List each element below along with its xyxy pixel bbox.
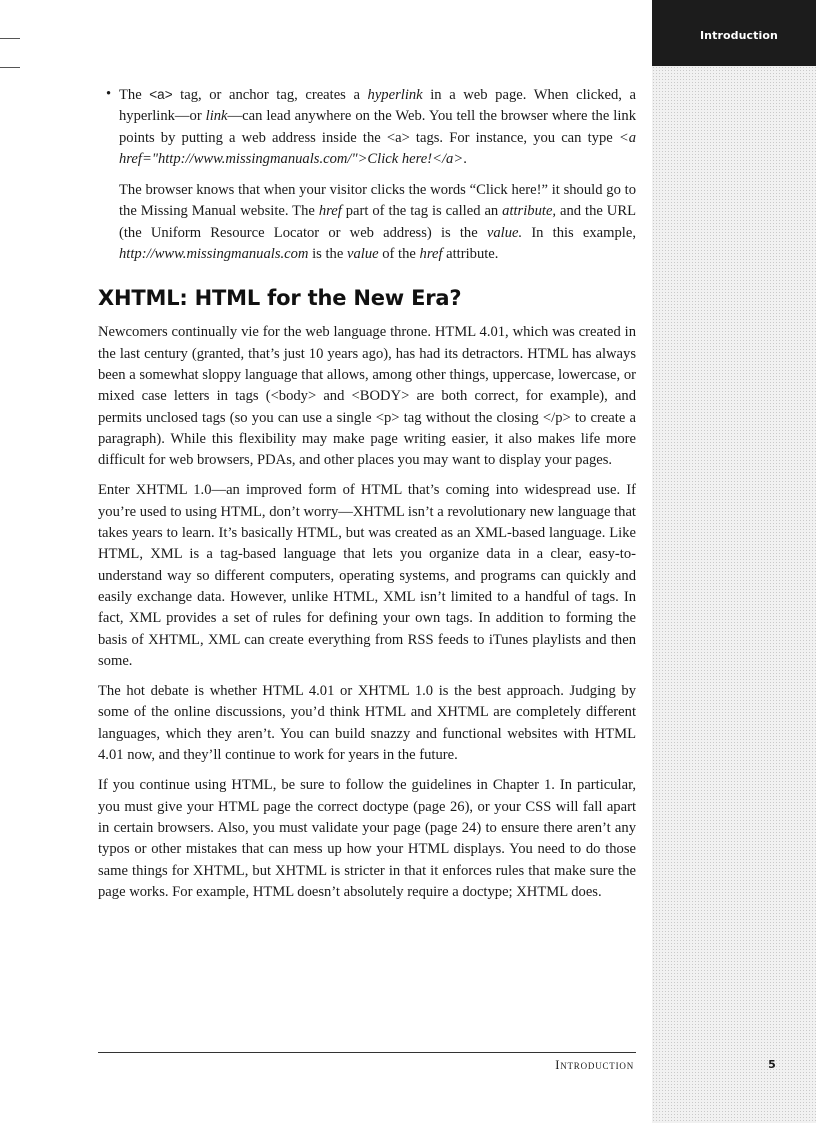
text-run: is the — [308, 246, 347, 263]
text-run: in a web page. When clicked, a hyperlink—or — [119, 87, 636, 125]
italic-run: <a href="http://www.missingmanuals.com/">Click here!</a> — [119, 129, 636, 167]
chapter-tab-label: Introduction — [699, 29, 778, 42]
chapter-tab — [652, 0, 816, 66]
text-run: In this example, — [522, 224, 636, 241]
page-body — [98, 84, 636, 912]
page-number: 5 — [768, 1058, 776, 1071]
margin-dotted-band — [652, 0, 816, 1123]
bullet-item — [98, 84, 636, 265]
text-run: part of the tag is called an — [341, 203, 503, 220]
code-run: <a> — [149, 87, 173, 102]
italic-run: href — [419, 246, 443, 263]
italic-run: href — [318, 203, 342, 220]
italic-run: attribute, — [502, 203, 557, 220]
italic-run: link — [205, 108, 228, 125]
crop-mark-top — [0, 38, 20, 39]
italic-run: hyperlink — [367, 87, 423, 103]
text-run: attribute. — [442, 246, 499, 263]
italic-run: value — [346, 246, 379, 263]
italic-run: value. — [486, 224, 523, 241]
text-run: tag, or anchor tag, creates a — [172, 87, 368, 103]
text-run: of the — [378, 246, 420, 263]
footer-running-title: Introduction — [555, 1058, 634, 1072]
body-paragraph-4: If you continue using HTML, be sure to follow the guidelines in Chapter 1. In particular, you must give your HTML page the correct doctype (page 26), or your CSS will fall apart in certain browsers. Also, you must validate your page (page 24) to ensure there aren’t any typos or other mistakes that can mess up how your HTML displays. You need to do those same things for XHTML, but XHTML is stricter in that it enforces rules that make sure the page works. For example, HTML doesn’t absolutely require a doctype; XHTML does. — [98, 777, 636, 900]
text-run: The — [119, 87, 150, 103]
section-heading: XHTML: HTML for the New Era? — [98, 286, 462, 311]
body-paragraph-1: Newcomers continually vie for the web language throne. HTML 4.01, which was created in the last century (granted, that’s just 10 years ago), has had its detractors. HTML has always been a somewhat sloppy language that allows, among other things, uppercase, lowercase, or mixed case letters in tags (<body> and <BODY> are both correct, for example), and permits unclosed tags (so you can use a single <p> tag without the closing </p> to create a paragraph). While this flexibility may make page writing easier, it also makes life more difficult for web browsers, PDAs, and other places you may want to display your pages. — [98, 324, 636, 469]
crop-mark-bottom — [0, 67, 20, 68]
italic-run: http://www.missingmanuals.com — [119, 246, 309, 263]
footer-rule — [98, 1052, 636, 1053]
text-run: and the URL (the Uniform Resource Locator or web address) is the — [119, 203, 636, 241]
text-run: The browser knows that when your visitor clicks the words “Click here!” it should go to the Missing Manual website. The — [119, 182, 636, 220]
bullet-paragraph-1 — [119, 84, 636, 170]
text-run: —can lead anywhere on the Web. You tell the browser where the link points by putting a web address inside the <a> tags. For instance, you can type — [119, 108, 636, 146]
bullet-paragraph-2 — [119, 180, 636, 265]
bullet-marker: • — [106, 86, 112, 102]
body-paragraph-2: Enter XHTML 1.0—an improved form of HTML that’s coming into widespread use. If you’re used to using HTML, don’t worry—XHTML isn’t a revolutionary new language that takes years to learn. It’s basically HTML, but was created as an XML-based language. Like HTML, XML is a tag-based language that lets you organize data in a clear, easy-to-understand way so different computers, operating systems, and programs can quickly and easily exchange data. However, unlike HTML, XML isn’t limited to a handful of tags. In fact, XML provides a set of rules for defining your own tags. In addition to forming the basis of XHTML, XML can create everything from RSS feeds to iTunes playlists and then some. — [98, 482, 636, 669]
text-run: . — [463, 150, 467, 167]
body-paragraph-3: The hot debate is whether HTML 4.01 or XHTML 1.0 is the best approach. Judging by some of the online discussions, you’d think HTML and XHTML are completely different languages, which they aren’t. You can build snazzy and functional websites with HTML 4.01 now, and they’ll continue to work for years in the future. — [98, 683, 636, 764]
